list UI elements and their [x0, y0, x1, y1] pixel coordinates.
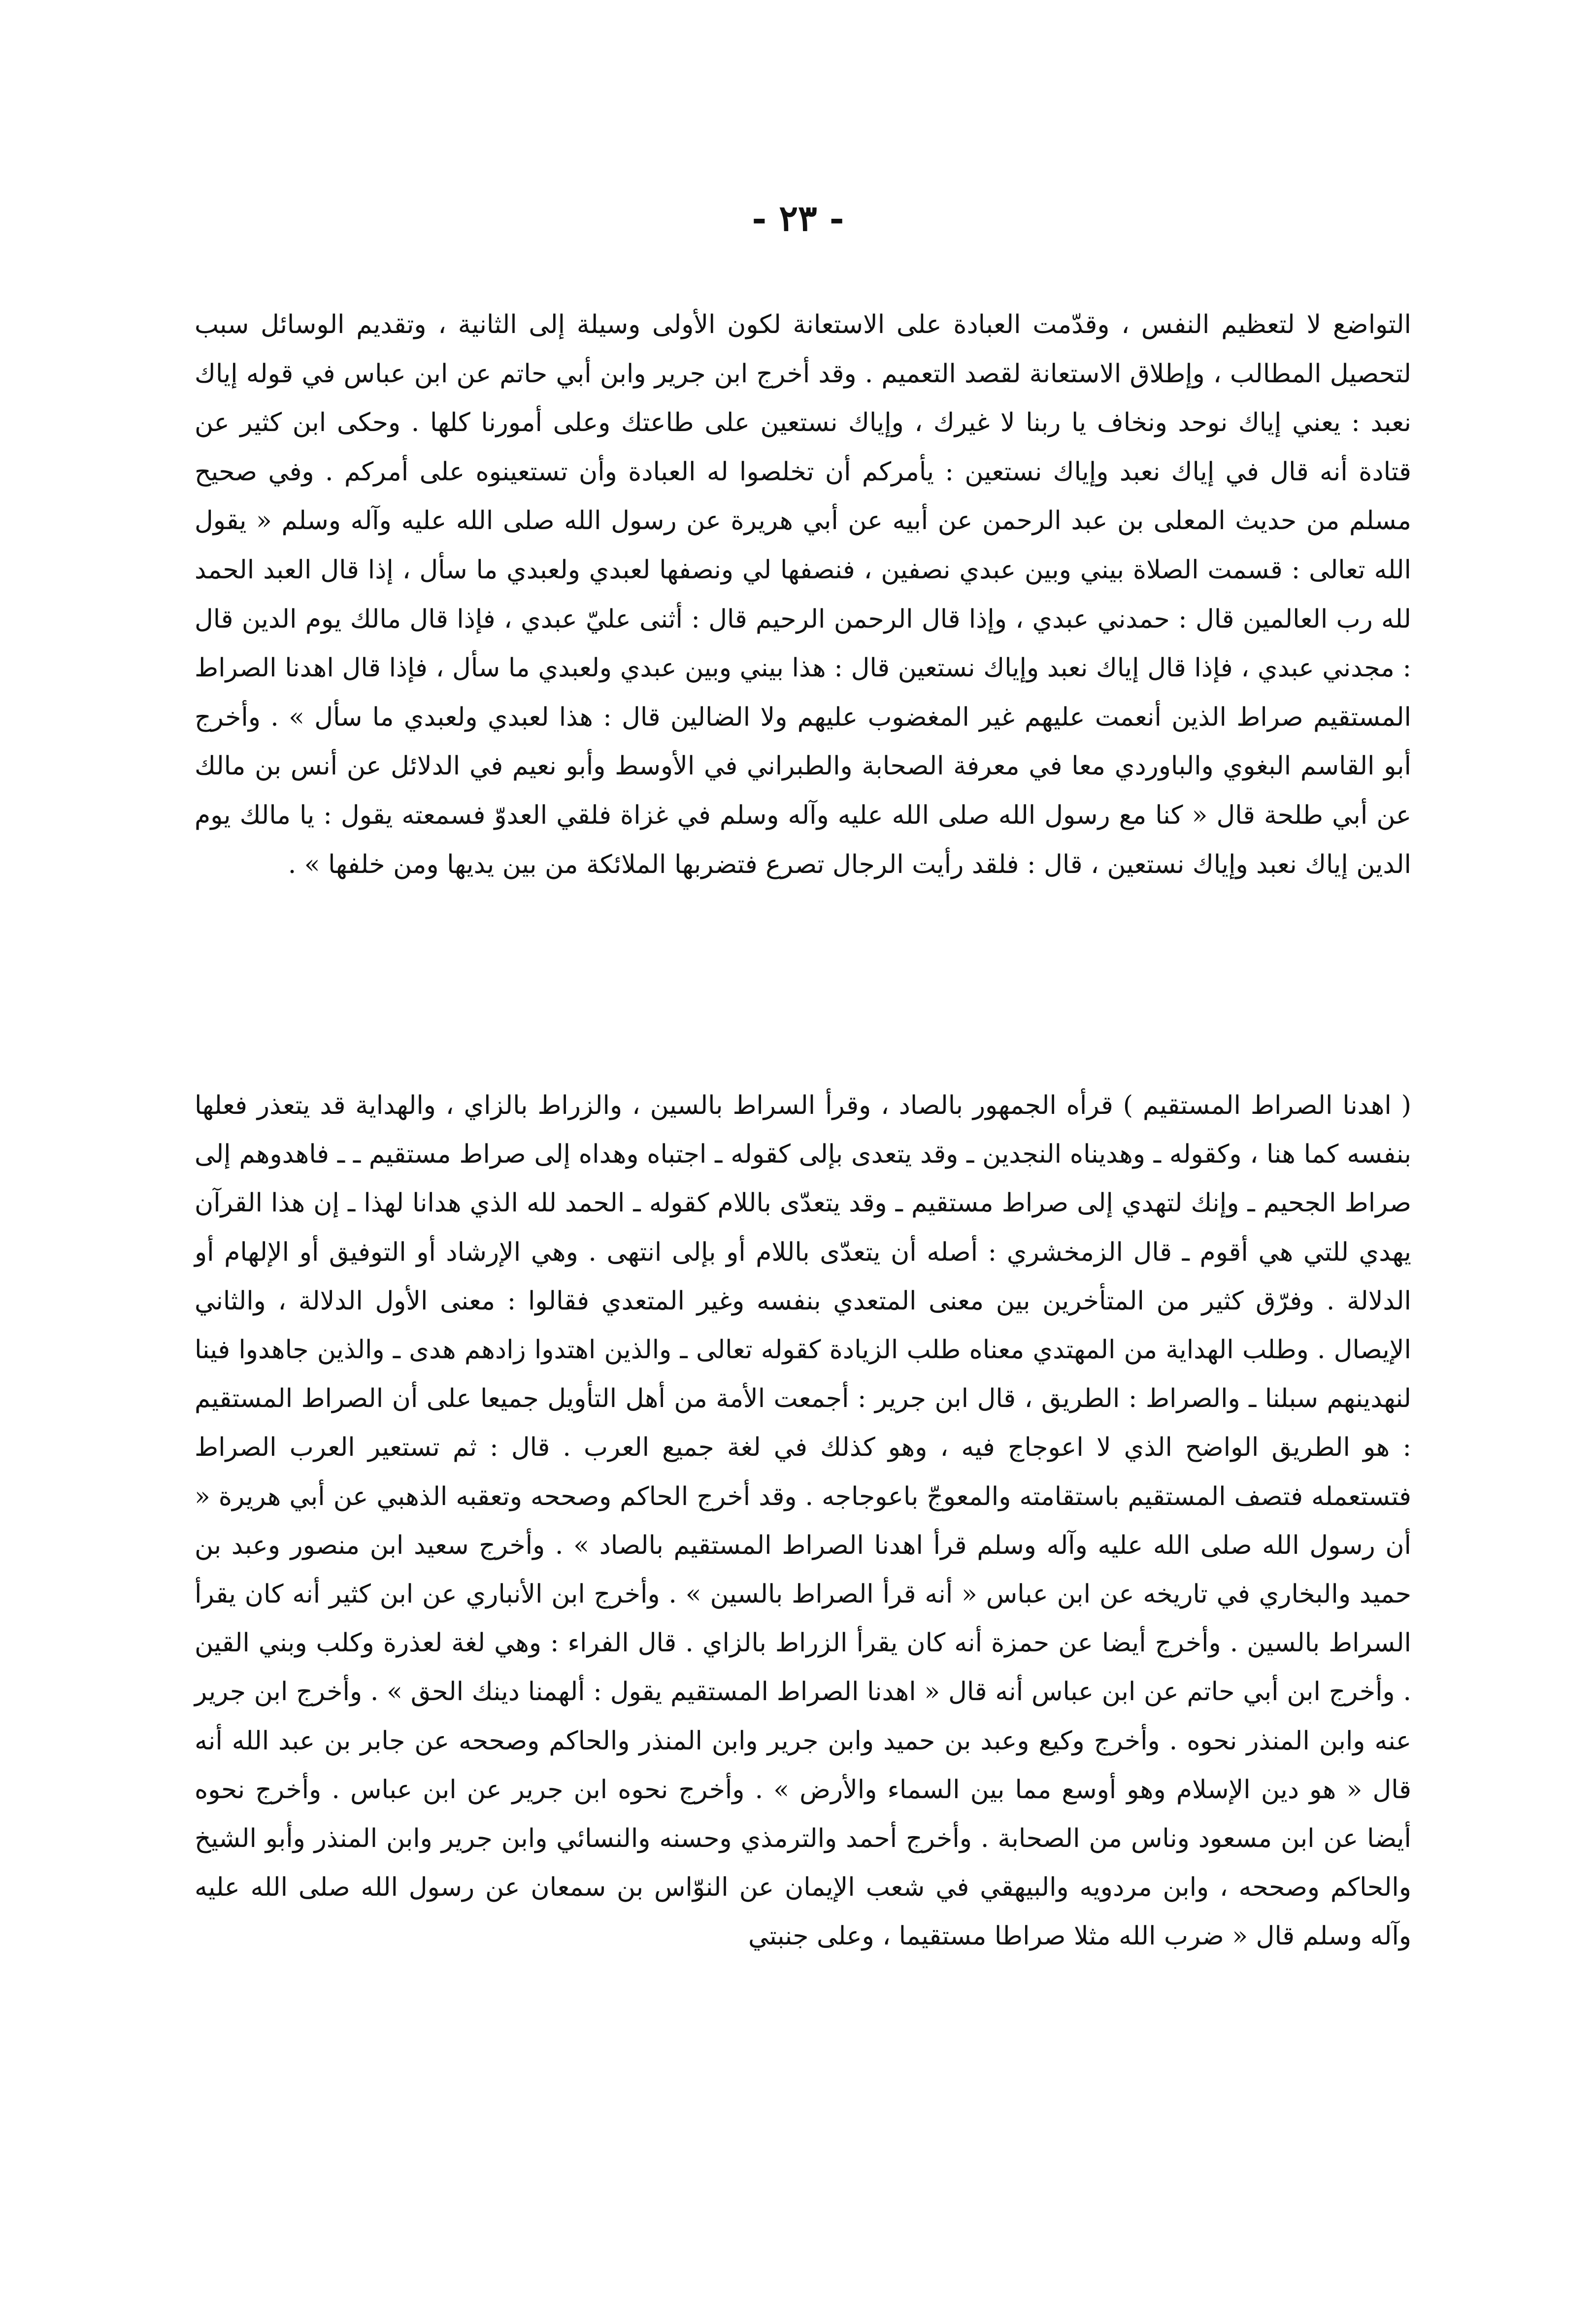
paragraph-text: التواضع لا لتعظيم النفس ، وقدّمت العبادة على الاستعانة لكون الأولى وسيلة إلى الثانية ، وتقديم الوسائل سبب لتحصيل المطالب ، وإطلاق الاستعانة لقصد التعميم . وقد أخرج ابن جرير وابن أبي حاتم عن ابن عباس في قوله إياك نعبد : يعني إياك نوحد ونخاف يا ربنا لا غيرك ، وإياك نستعين على طاعتك وعلى أمورنا كلها . وحكى ابن كثير عن قتادة أنه قال في إياك نعبد وإياك نستعين : يأمركم أن تخلصوا له العبادة وأن تستعينوه على أمركم . وفي صحيح مسلم من حديث المعلى بن عبد الرحمن عن أبيه عن أبي هريرة عن رسول الله صلى الله عليه وآله وسلم « يقول الله تعالى : قسمت الصلاة بيني وبين عبدي نصفين ، فنصفها لي ونصفها لعبدي ولعبدي ما سأل ، إذا قال العبد الحمد لله رب العالمين قال : حمدني عبدي ، وإذا قال الرحمن الرحيم قال : أثنى عليّ عبدي ، فإذا قال مالك يوم الدين قال : مجدني عبدي ، فإذا قال إياك نعبد وإياك نستعين قال : هذا بيني وبين عبدي ولعبدي ما سأل ، فإذا قال اهدنا الصراط المستقيم صراط الذين أنعمت عليهم غير المغضوب عليهم ولا الضالين قال : هذا لعبدي ولعبدي ما سأل » . وأخرج أبو القاسم البغوي والباوردي معا في معرفة الصحابة والطبراني في الأوسط وأبو نعيم في الدلائل عن أنس بن مالك عن أبي طلحة قال « كنا مع رسول الله صلى الله عليه وآله وسلم في غزاة فلقي العدوّ فسمعته يقول : يا مالك يوم الدين إياك نعبد وإياك نستعين ، قال : فلقد رأيت الرجال تصرع فتضربها الملائكة من بين يديها ومن خلفها » .: [195, 310, 1412, 879]
paragraph-2: [195, 1081, 1411, 1961]
paragraph-text: ( اهدنا الصراط المستقيم ) قرأه الجمهور بالصاد ، وقرأ السراط بالسين ، والزراط بالزاي ، والهداية قد يتعذر فعلها بنفسه كما هنا ، وكقوله ـ وهديناه النجدين ـ وقد يتعدى بإلى كقوله ـ اجتباه وهداه إلى صراط مستقيم ـ ـ فاهدوهم إلى صراط الجحيم ـ وإنك لتهدي إلى صراط مستقيم ـ وقد يتعدّى باللام كقوله ـ الحمد لله الذي هدانا لهذا ـ إن هذا القرآن يهدي للتي هي أقوم ـ قال الزمخشري : أصله أن يتعدّى باللام أو بإلى انتهى . وهي الإرشاد أو التوفيق أو الإلهام أو الدلالة . وفرّق كثير من المتأخرين بين معنى المتعدي بنفسه وغير المتعدي فقالوا : معنى الأول الدلالة ، والثاني الإيصال . وطلب الهداية من المهتدي معناه طلب الزيادة كقوله تعالى ـ والذين اهتدوا زادهم هدى ـ والذين جاهدوا فينا لنهدينهم سبلنا ـ والصراط : الطريق ، قال ابن جرير : أجمعت الأمة من أهل التأويل جميعا على أن الصراط المستقيم : هو الطريق الواضح الذي لا اعوجاج فيه ، وهو كذلك في لغة جميع العرب . قال : ثم تستعير العرب الصراط فتستعمله فتصف المستقيم باستقامته والمعوجّ باعوجاجه . وقد أخرج الحاكم وصححه وتعقبه الذهبي عن أبي هريرة « أن رسول الله صلى الله عليه وآله وسلم قرأ اهدنا الصراط المستقيم بالصاد » . وأخرج سعيد ابن منصور وعبد بن حميد والبخاري في تاريخه عن ابن عباس « أنه قرأ الصراط بالسين » . وأخرج ابن الأنباري عن ابن كثير أنه كان يقرأ السراط بالسين . وأخرج أيضا عن حمزة أنه كان يقرأ الزراط بالزاي . قال الفراء : وهي لغة لعذرة وكلب وبني القين . وأخرج ابن أبي حاتم عن ابن عباس أنه قال « اهدنا الصراط المستقيم يقول : ألهمنا دينك الحق » . وأخرج ابن جرير عنه وابن المنذر نحوه . وأخرج وكيع وعبد بن حميد وابن جرير وابن المنذر والحاكم وصححه عن جابر بن عبد الله أنه قال « هو دين الإسلام وهو أوسع مما بين السماء والأرض » . وأخرج نحوه ابن جرير عن ابن عباس . وأخرج نحوه أيضا عن ابن مسعود وناس من الصحابة . وأخرج أحمد والترمذي وحسنه والنسائي وابن جرير وابن المنذر وأبو الشيخ والحاكم وصححه ، وابن مردويه والبيهقي في شعب الإيمان عن النوّاس بن سمعان عن رسول الله صلى الله عليه وآله وسلم قال « ضرب الله مثلا صراطا مستقيما ، وعلى جنبتي: [195, 1091, 1411, 1951]
paragraph-1: [195, 301, 1411, 889]
page-number: - ٢٣ -: [752, 197, 844, 239]
